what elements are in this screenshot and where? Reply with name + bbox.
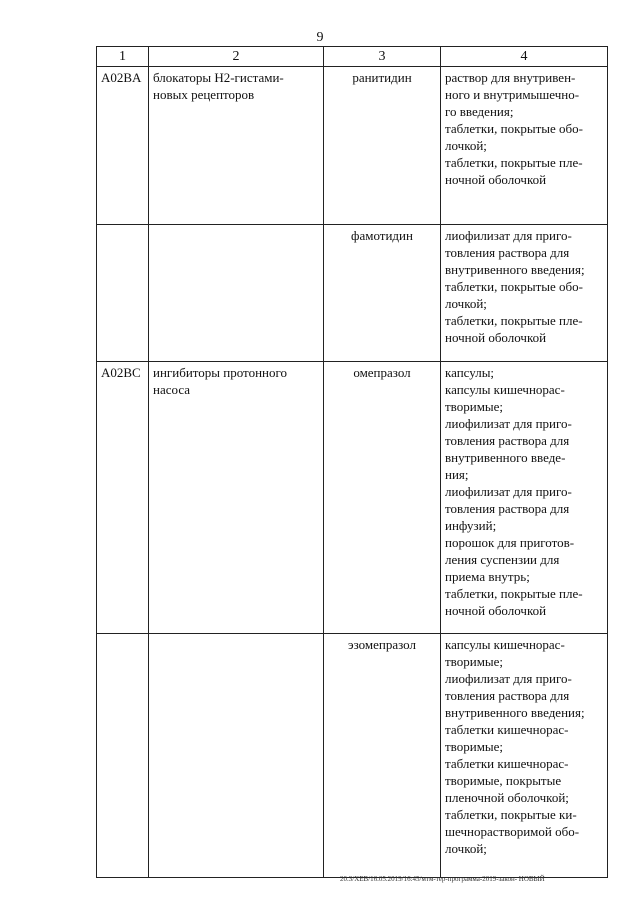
column-header-3: 3 [324, 47, 441, 67]
drug-name: ранитидин [324, 67, 441, 225]
table-row [97, 634, 608, 878]
drug-name: эзомепразол [324, 634, 441, 878]
dosage-forms: капсулы кишечнорас- творимые; лиофилизат для приго- товления раствора для внутривенного введения; таблетки кишечнорас- творимые; таблетки кишечнорас- творимые, покрытые пленочной оболочкой; таблетки, покрытые ки- шечнорастворимой обо- лочкой; [445, 637, 585, 856]
group-name: блокаторы H2-гистами- новых рецепторов [153, 70, 284, 102]
atc-code: A02BA [97, 67, 149, 225]
group-name: ингибиторы протонного насоса [153, 365, 287, 397]
atc-code: A02BC [97, 362, 149, 634]
drug-name: омепразол [324, 362, 441, 634]
document-footer: 20.3/ХЕВ/16.05.2019/16:45/мтм-тер-программа-2019-закон- НОВЫЙ [340, 875, 545, 883]
atc-code [97, 634, 149, 878]
atc-code [97, 225, 149, 362]
dosage-forms: раствор для внутривен- ного и внутримышечно- го введения; таблетки, покрытые обо- лочкой; таблетки, покрытые пле- ночной оболочкой [445, 70, 583, 187]
dosage-forms: капсулы; капсулы кишечнорас- творимые; лиофилизат для приго- товления раствора для внутривенного введе- ния; лиофилизат для приго- товления раствора для инфузий; порошок для приготов- ления суспензии для приема внутрь; таблетки, покрытые пле- ночной оболочкой [445, 365, 583, 618]
column-header-2: 2 [149, 47, 324, 67]
table-row [97, 362, 608, 634]
column-header-1: 1 [97, 47, 149, 67]
column-header-4: 4 [441, 47, 608, 67]
page-number: 9 [316, 30, 324, 45]
drug-table [96, 46, 608, 878]
table-row [97, 225, 608, 362]
table-header-row [97, 47, 608, 67]
dosage-forms: лиофилизат для приго- товления раствора для внутривенного введения; таблетки, покрытые обо- лочкой; таблетки, покрытые пле- ночной оболочкой [445, 228, 585, 345]
table-row [97, 67, 608, 225]
drug-name: фамотидин [324, 225, 441, 362]
